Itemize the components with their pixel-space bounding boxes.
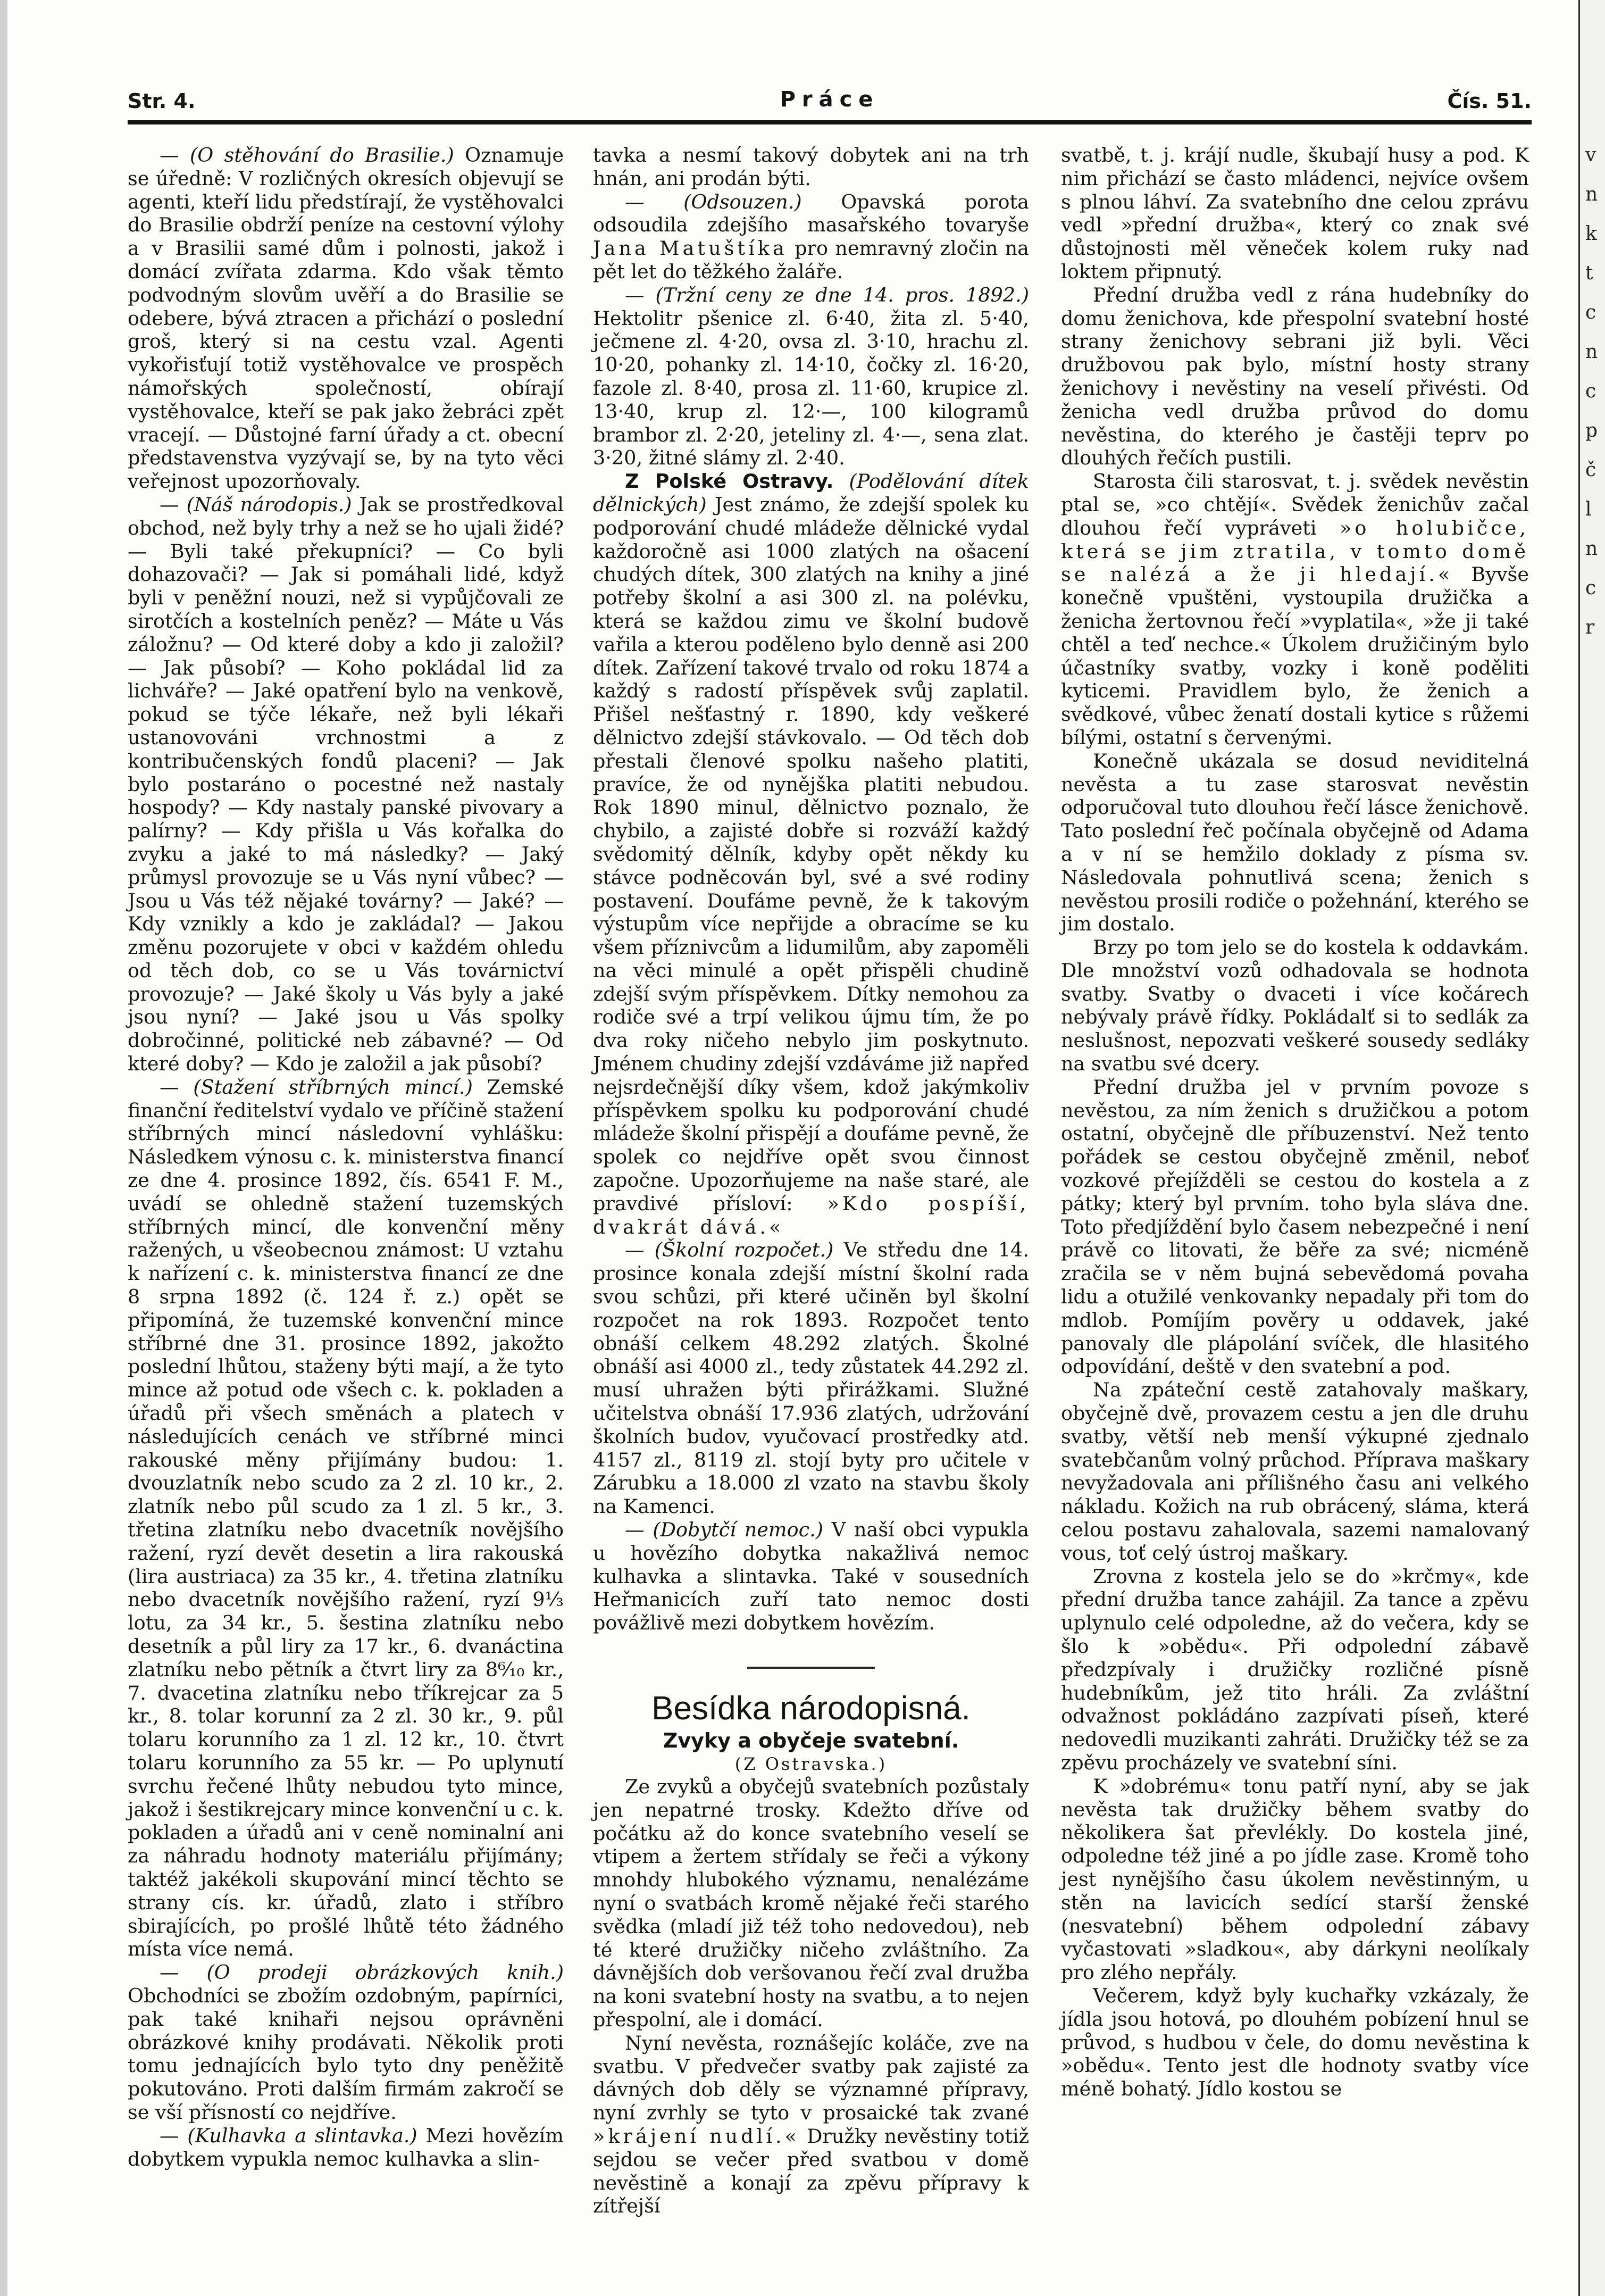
article-title: (Náš národopis.) [186,493,352,516]
paragraph: svatbě, t. j. krájí nudle, škubají husy a pod. K nim přichází se často mládenci, nejvíce ovšem s plnou láhví. Za svatebního dne celou zprávu vedl »přední družba«, který co znak své důstojnosti měl věneček kolem ruky nad loktem připnutý. [1061,144,1529,283]
article-title: (Dobytčí nemoc.) [653,1518,824,1542]
paragraph: Konečně ukázala se dosud neviditelná nevěsta a tu zase starosvat nevěstin odporučoval tuto dlouhou řečí lásce ženichově. Tato poslední řeč počínala obyčejně od Adama a v ní se hemžilo doklady z písma sv. Následovala pohnutlivá scena; ženich s nevěstou prosili rodiče o požehnání, kterého se jim dostalo. [1061,749,1529,936]
paragraph: Starosta čili starosvat, t. j. svědek nevěstin ptal se, »co chtějí«. Svědek ženichův začal dlouhou řečí vypráveti »o holubičce, která se jim ztratila, v tomto domě se nalézá a že ji hledají.« Byvše konečně vpuštěni, vystoupila družička a ženicha žertovnou řečí »vyplatila«, »že ji také chtěl a teď nechce.« Úkolem družičiným bylo účastníky svatby, vozky i koně poděliti kyticemi. Pravidlem bylo, že ženich a svědkové, vůbec ženatí dostali kytice s růžemi bílými, ostatní s červenými. [1061,470,1529,749]
article-stazeni-minci: — (Stažení stříbrných mincí.) Zemské finanční ředitelství vydalo ve příčině stažení stříbrných mincí následovní vyhlášku: Následkem výnosu c. k. ministerstva financí ze dne 4. prosince 1892, čís. 6541 F. M., uvádí se ohledně stažení tuzemských stříbrných mincí, dle konvenční měny ražených, u všeobecnou známost: U vztahu k nařízení c. k. ministerstva financí ze dne 8 srpna 1892 (č. 124 ř. z.) opět se připomíná, že tuzemské konvenční mince stříbrné dne 31. prosince 1892, jakožto poslední lhůtou, staženy býti mají, a že tyto mince až potud ode všech c. k. pokladen a úřadů při všech směnách a platech v následujících cenách ve stříbrné minci rakouské měny přijímány budou: 1. dvouzlatník nebo scudo za 2 zl. 10 kr., 2. zlatník nebo půl scudo za 1 zl. 5 kr., 3. třetina zlatníku nebo dvacetník novějšího ražení, ryzí devět desetin a lira rakouská (lira austriaca) za 35 kr., 4. třetina zlatníku nebo dvacetník novějšího ražení, ryzí 9⅓ lotu, za 34 kr., 5. šestina zlatníku nebo desetník a půl liry za 17 kr., 6. dvanáctina zlatníku nebo pětník a čtvrt liry za 8⁶⁄₁₀ kr., 7. dvacetina zlatníku nebo tříkrejcar za 5 kr., 8. tolar korunní za 2 zl. 30 kr., 9. půl tolaru korunního za 1 zl. 12 kr., 10. čtvrt tolaru korunního za 55 kr. — Po uplynutí svrchu řečené lhůty nebudou tyto mince, jakož i šestikrejcary mince konvenční u c. k. pokladen a úřadů ani v ceně nominalní ani za náhradu hodnoty materiálu přijímány; taktéž jakékoli skupování mincí těchto se strany cís. kr. úřadů, zlato i stříbro sbirajících, po prošlé lhůtě této žádného místa více nemá. [128,1075,564,1961]
paragraph: Na zpáteční cestě zatahovaly maškary, obyčejně dvě, provazem cestu a jen dle druhu svatby, větší neb menší výkupné zjednalo svatebčanům volný průchod. Příprava maškary nevyžadovala ani přílišného času ani velkého nákladu. Kožich na rub obrácený, sláma, která celou postavu zahalovala, sazemi namalovaný vous, toť celý ústroj maškary. [1061,1378,1529,1565]
paragraph: Večerem, když byly kuchařky vzkázaly, že jídla jsou hotová, po dlouhém pobízení hnul se průvod, s hudbou v čele, do domu nevěstina k »obědu«. Tento jest dle hodnoty svatby více méně bohatý. Jídlo kostou se [1061,1984,1529,2101]
article-trzni-ceny: — (Tržní ceny ze dne 14. pros. 1892.) Hektolitr pšenice zl. 6·40, žita zl. 5·40, ječmene zl. 4·20, ovsa zl. 3·10, hrachu zl. 10·20, pohanky zl. 14·10, čočky zl. 16·20, fazole zl. 8·40, prosa zl. 11·60, krupice zl. 13·40, krup zl. 12·—, 100 kilogramů brambor zl. 2·20, jeteliny zl. 4·—, sena zlat. 3·20, žitné slámy zl. 2·40. [593,283,1029,470]
page-left-edge [0,0,7,2296]
paragraph: Přední družba vedl z rána hudebníky do domu ženichova, kde přespolní svatební hosté strany ženichovy sebrani již byli. Věci družbovou pak bylo, místní hosty strany ženichovy i nevěstiny na veselí přivésti. Od ženicha vedl družba průvod do domu nevěstina, do kterého je častěji teprv po dlouhých řečích pustili. [1061,283,1529,470]
header-rule [128,120,1532,124]
section-subtitle: Zvyky a obyčeje svatební. [663,1729,959,1752]
convict-name: Jana Matuštíka [593,237,788,260]
article-obrazkove-knihy: — (O prodeji obrázkových knih.) Obchodníci se zbožím ozdobným, papírníci, pak také knihaři nejsou oprávněni obrázkové knihy prodávati. Několik proti tomu jednajících bylo tyto dny peněžitě pokutováno. Proti dalším firmám zakročí se se vší přísností co nejdříve. [128,1961,564,2124]
article-title: (O stěhování do Brasilie.) [189,144,454,167]
article-polska-ostrava: Z Polské Ostravy. (Podělování dítek dělnických) Jest známo, že zdejší spolek ku podporování chudé mládeže dělnické vydal každoročně asi 1000 zlatých na ošacení chudých dítek, 300 zlatých na knihy a jiné potřeby školní a asi 300 zl. na polévku, která se každou zimu ve školní budově vařila a kterou poděleno bylo denně asi 200 dítek. Zařízení takové trvalo od roku 1874 a každý s radostí příspěvek svůj zaplatil. Přišel nešťastný r. 1890, kdy veškeré dělnictvo zdejší stávkovalo. — Od těch dob přestali členové spolku našeho platiti, pravíce, že od nynějška platiti nebudou. Rok 1890 minul, dělnictvo poznalo, že chybilo, a zajisté dobře si rozváží každý svědomitý dělník, kdyby opět někdy ku stávce podněcován byl, své a své rodiny postavení. Doufáme pevně, že k takovým výstupům více nepřijde a obracíme se ku všem příznivcům a lidumilům, aby zapoměli na věci minulé a opět přispěli chudině zdejší svým příspěvkem. Dítky nemohou za rodiče své a trpí velikou újmu tím, že po dva roky ničeho nebylo jim poskytnuto. Jménem chudiny zdejší vzdáváme již napřed nejsrdečnější díky všem, kdož jakýmkoliv příspěvkem spolku ku podporování chudé mládeže školní přispějí a doufáme pevně, že spolek co nejdříve opět svou činnost započne. Upozorňujeme na naše staré, ale pravdivé přísloví: »Kdo pospíší, dvakrát dává.« [593,470,1029,1238]
paragraph: Nyní nevěsta, roznášejíc koláče, zve na svatbu. V předvečer svatby pak zajisté za dávných dob děly se významné přípravy, nyní zvrhly se tyto v prosaické tak zvané »krájení nudlí.« Družky nevěstiny totiž sejdou se večer před svatbou v domě nevěstině a konají za zpěvu přípravy k zítřejší [593,2031,1029,2218]
article-title: (Tržní ceny ze dne 14. pros. 1892.) [655,283,1029,306]
article-heading: Z Polské Ostravy. [625,470,834,493]
article-title: (Školní rozpočet.) [654,1238,834,1262]
article-title: (O prodeji obrázkových knih.) [206,1961,564,1984]
column-3 [1061,144,1529,2250]
adjacent-page-edge [1578,0,1605,2296]
article-title: (Podělování dítek dělnických) [593,470,1029,516]
article-stehovani: — (O stěhování do Brasilie.) Oznamuje se úředně: V rozličných okresích objevují se agenti, kteří lidu předstírají, že vystěhovalci do Brasilie obdrží peníze na cestovní výlohy a v Brasilii samé dům i polnosti, jakož i domácí zvířata zdarma. Kdo však těmto podvodným slovům uvěří a do Brasilie se odebere, bývá ztracen a přichází o poslední groš, který si na cestu vzal. Agenti vykořisťují totiž vystěhovalce ve prospěch námořských společností, obírají vystěhovalce, kteří se pak jako žebráci zpět vracejí. — Důstojné farní úřady a ct. obecní představenstva vyzývají se, by na tyto věci veřejnost upozorňovaly. [128,144,564,493]
page-number: Str. 4. [128,89,196,113]
article-title: (Stažení stříbrných mincí.) [193,1075,473,1099]
article-title: (Kulhavka a slintavka.) [187,2124,417,2147]
paragraph: Ze zvyků a obyčejů svatebních pozůstaly jen nepatrné trosky. Kdežto dříve od počátku až do konce svatebního veselí se vtipem a žertem střídaly se řeči a výkony mnohdy hlubokého významu, nenalézáme nyní o svatbách kromě nějaké řeči starého svědka (mladí již též toho nedovedou), neb té které družičky ničeho zvláštního. Za dávnějších dob veršovanou řečí zval družba na koni svatební hosty na svatbu, a to nejen přespolní, ale i domácí. [593,1775,1029,2031]
column-1 [128,144,564,2250]
paragraph: K »dobrému« tonu patří nyní, aby se jak nevěsta tak družičky během svatby do několikera šat převlékly. Do kostela jiné, odpoledne též jiné a po jídle zase. Kromě toho jest nynějšího času úkolem nevěstinným, u stěn na lavicích sedící starší ženské (nesvatební) během odpolední zábavy vyčastovati »sladkou«, aby dárkyni neolíkaly pro zlého nepřály. [1061,1774,1529,1984]
article-odsouzen: — (Odsouzen.) Opavská porota odsoudila zdejšího masařského tovaryše Jana Matuštíka pro nemravný zločin na pět let do těžkého žaláře. [593,190,1029,283]
article-title: (Odsouzen.) [683,190,802,213]
spaced-phrase: »krájení nudlí.« [593,2124,800,2148]
article-dobytci-nemoc: — (Dobytčí nemoc.) V naší obci vypukla u hovězího dobytka nakažlivá nemoc kulhavka a slintavka. Také v sousedních Heřmanicích zuří tato nemoc dosti povážlivě mezi dobytkem hovězím. [593,1518,1029,1635]
section-divider [747,1667,875,1669]
article-narodopis: — (Náš národopis.) Jak se prostředkoval obchod, než byly trhy a než se ho ujali židé? — Byli také překupníci? — Co byli dohazovači? — Jak si pomáhali lidé, když byli v peněžní nouzi, než si vypůjčovali ze sirotčích a kostelních peněz? — Máte u Vás záložnu? — Od které doby a kdo ji založil? — Jak působí? — Koho pokládal lid za lichváře? — Jaké opatření bylo na venkově, pokud se týče lékaře, než byli lékaři ustanovováni vrchnostmi a z kontribučenských fondů placeni? — Jak bylo postaráno o pocestné než nastaly hospody? — Kdy nastaly panské pivovary a palírny? — Kdy přišla u Vás kořalka do zvyku a jaké to má následky? — Jaký průmysl provozuje se u Vás nyní vůbec? — Jsou u Vás též nějaké továrny? — Jaké? — Kdy vznikly a kdo je zakládal? — Jakou změnu pozorujete v obci v každém ohledu od těch dob, co se u Vás továrnictví provozuje? — Jaké školy u Vás byly a jaké jsou nyní? — Jaké jsou u Vás spolky dobročinné, politické neb zábavné? — Od které doby? — Kdo je založil a jak působí? [128,493,564,1076]
section-title: Besídka národopisná. [651,1690,971,1727]
issue-number: Čís. 51. [1447,89,1532,113]
section-source: (Z Ostravska.) [734,1754,888,1774]
proverb: »Kdo pospíší, dvakrát dává.« [593,1192,1029,1238]
article-skolni-rozpocet: — (Školní rozpočet.) Ve středu dne 14. prosince konala zdejší místní školní rada svou schůzi, při které učiněn byl školní rozpočet na rok 1893. Rozpočet tento obnáší celkem 48.292 zlatých. Školné obnáší asi 4000 zl., tedy zůstatek 44.292 zl. musí uhražen býti přirážkami. Služné učitelstva obnáší 17.936 zlatých, udržování školních budov, vyučovací prostředky atd. 4157 zl., 8119 zl. stojí byty pro učitele v Zárubku a 18.000 zl vzato na stavbu školy na Kamenci. [593,1238,1029,1518]
article-kulhavka-continued: tavka a nesmí takový dobytek ani na trh hnán, ani prodán býti. [593,144,1029,190]
column-2 [593,144,1029,2250]
article-kulhavka: — (Kulhavka a slintavka.) Mezi hovězím dobytkem vypukla nemoc kulhavka a slin- [128,2124,564,2170]
newspaper-title: Práce [780,87,880,112]
paragraph: Zrovna z kostela jelo se do »krčmy«, kde přední družba tance zahájil. Za tance a zpěvu uplynulo celé odpoledne, až do večera, kdy se šlo k »obědu«. Při odpolední zábavě předzpívaly i družičky rozličné písně hudebníkům, jež tito hráli. Za zvláštní odvažnost pokládáno zazpívati píseň, které nedovedli muzikanti zahráti. Družičky též se za zpěvu procházely ve svatební síni. [1061,1565,1529,1774]
page-header [128,85,1532,123]
spaced-phrase: »o holubičce, která se jim ztratila, v tomto domě se nalézá a že ji hledají.« [1061,516,1529,586]
adjacent-page-fragment: v n k t c n c p č l n c r [1585,144,1598,638]
paragraph: Přední družba jel v prvním povoze s nevěstou, za ním ženich s družičkou a potom ostatní, obyčejně dle příbuzenství. Než tento pořádek se cestou obyčejně změnil, neboť vozkové přejížděli se cestou do kostela a z pátky; který byl prvním. toho byla sláva dne. Toto předjíždění bylo časem nebezpečné i není právě co litovati, že běře za své; nicméně zračila se v něm bujná sebevědomá povaha lidu a otužilé venkovanky nepadaly při tom do mdlob. Pomíjím pověry u oddavek, jaké panovaly dle plápolání svíček, dle hlasitého odpovídání, deště v den svatební a pod. [1061,1075,1529,1378]
paragraph: Brzy po tom jelo se do kostela k oddavkám. Dle množství vozů odhadovala se hodnota svatby. Svatby o dvaceti i více kočárech nebývaly právě řídky. Pokládalť si to sedlák za neslušnost, nepozvati veškeré sousedy sedláky na svatbu své dcery. [1061,936,1529,1076]
